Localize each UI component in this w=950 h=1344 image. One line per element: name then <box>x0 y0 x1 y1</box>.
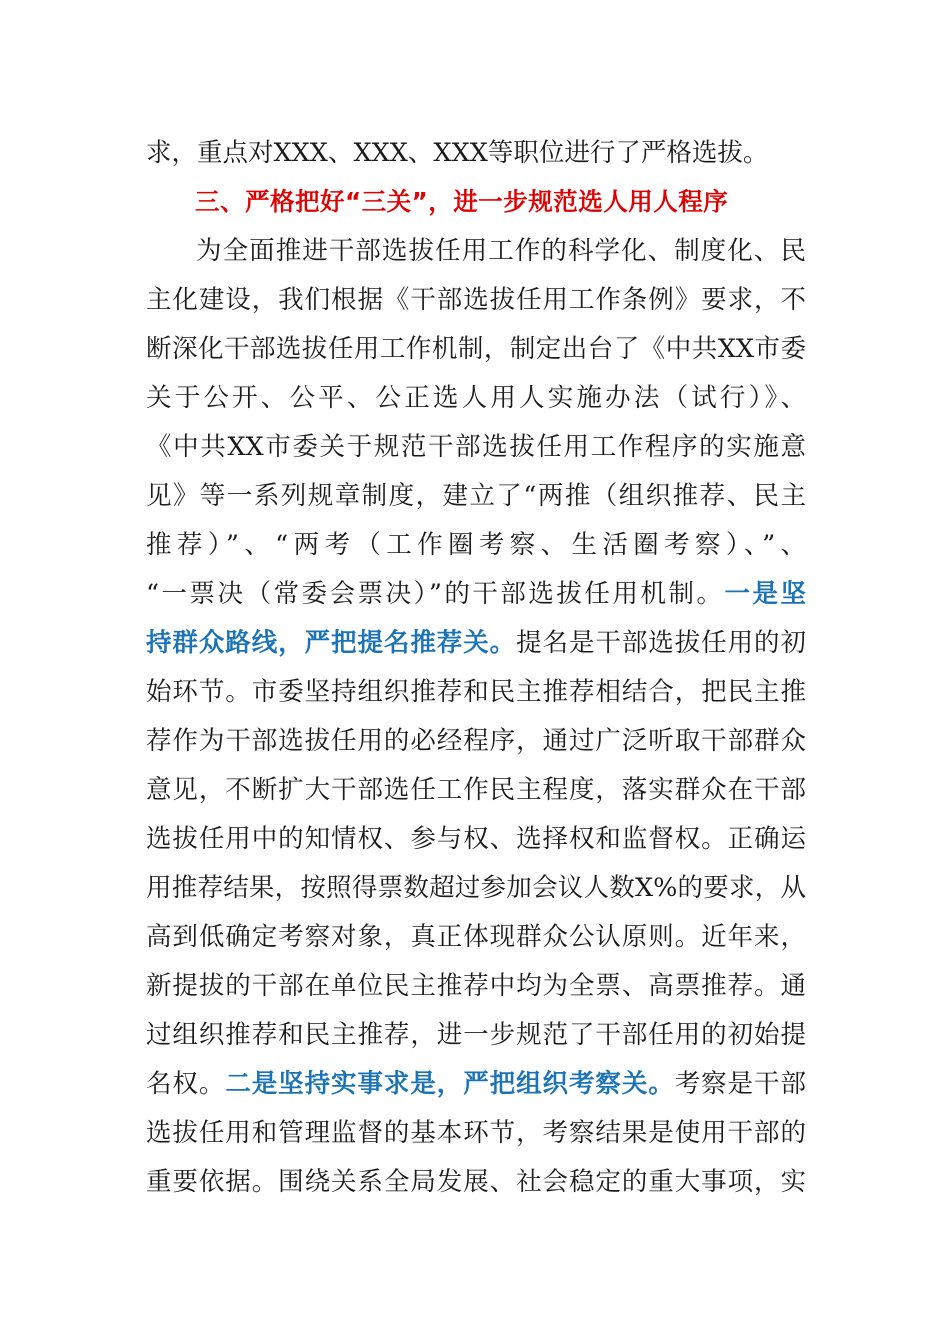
body-line <box>146 574 806 614</box>
body-line: 荐作为干部选拔任用的必经程序，通过广泛听取干部群众 <box>146 726 806 756</box>
body-text: 名权。 <box>146 1069 226 1099</box>
body-line: 用推荐结果，按照得票数超过参加会议人数X%的要求，从 <box>146 873 806 903</box>
body-line: 《中共XX市委关于规范干部选拔任用工作程序的实施意 <box>146 432 806 462</box>
body-line: 始环节。市委坚持组织推荐和民主推荐相结合，把民主推 <box>146 677 806 707</box>
emphasis-text: 持群众路线，严把提名推荐关。 <box>146 628 517 658</box>
body-line: 主化建设，我们根据《干部选拔任用工作条例》要求，不 <box>146 285 806 315</box>
body-line: 见》等一系列规章制度，建立了“两推（组织推荐、民主 <box>146 481 806 511</box>
body-line: 关于公开、公平、公正选人用人实施办法（试行）》、 <box>146 383 806 413</box>
body-line <box>146 623 806 663</box>
body-line: 为全面推进干部选拔任用工作的科学化、制度化、民 <box>196 236 806 266</box>
body-text: 提名是干部选拔任用的初 <box>516 628 806 658</box>
body-line: 意见，不断扩大干部选任工作民主程度，落实群众在干部 <box>146 775 806 805</box>
section-heading: 三、严格把好“三关”，进一步规范选人用人程序 <box>195 187 729 216</box>
body-text: “一票决（常委会票决）”的干部选拔任用机制。 <box>146 579 725 609</box>
body-line: 高到低确定考察对象，真正体现群众公认原则。近年来， <box>146 922 806 952</box>
body-line: 推荐）”、“两考（工作圈考察、生活圈考察）、”、 <box>146 530 806 560</box>
emphasis-text: 二是坚持实事求是，严把组织考察关。 <box>225 1069 675 1099</box>
body-line: 新提拔的干部在单位民主推荐中均为全票、高票推荐。通 <box>146 971 806 1001</box>
body-text: 考察是干部 <box>674 1069 806 1099</box>
body-line: 过组织推荐和民主推荐，进一步规范了干部任用的初始提 <box>146 1020 806 1050</box>
body-line: 选拔任用和管理监督的基本环节，考察结果是使用干部的 <box>146 1118 806 1148</box>
body-line: 断深化干部选拔任用工作机制，制定出台了《中共XX市委 <box>146 334 806 364</box>
body-line: 选拔任用中的知情权、参与权、选择权和监督权。正确运 <box>146 824 806 854</box>
body-line: 重要依据。围绕关系全局发展、社会稳定的重大事项，实 <box>146 1167 806 1197</box>
body-line: 求，重点对XXX、XXX、XXX等职位进行了严格选拔。 <box>146 138 769 168</box>
body-line <box>146 1064 806 1104</box>
emphasis-text: 一是坚 <box>724 579 806 609</box>
